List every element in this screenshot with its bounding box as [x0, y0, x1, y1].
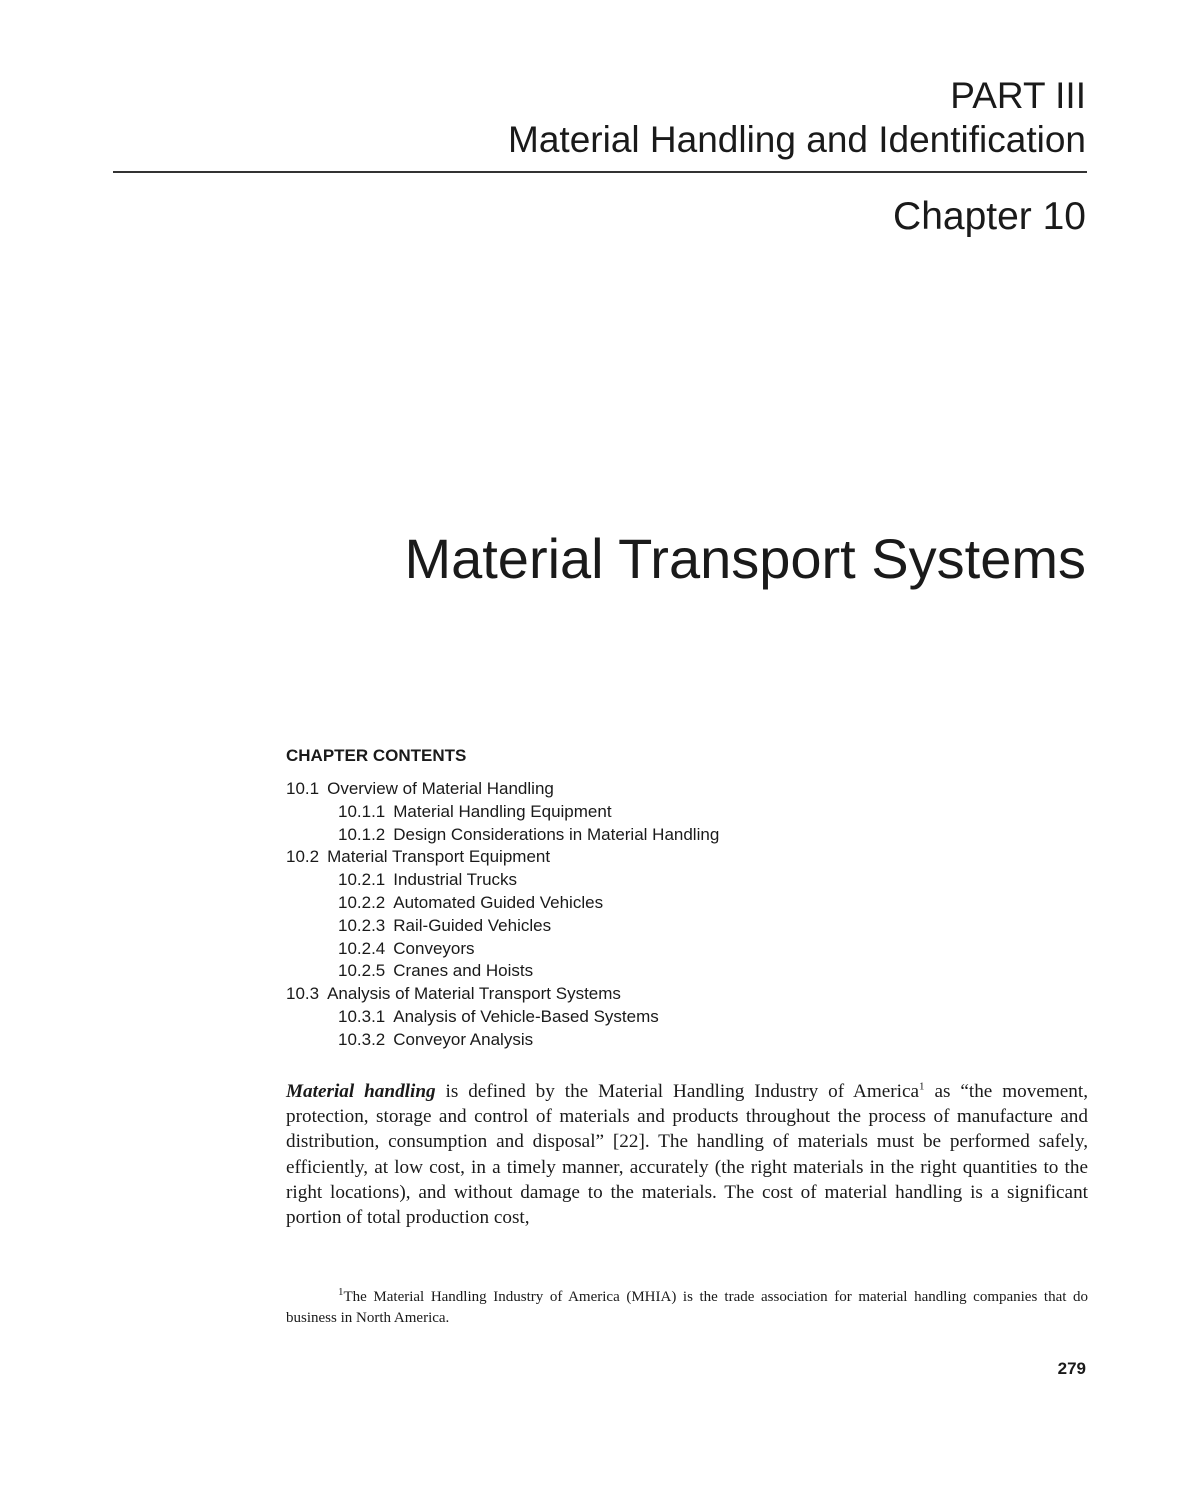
toc-item[interactable] [286, 892, 1086, 915]
toc-item-number: 10.1.2 [338, 824, 386, 844]
toc-item-number: 10.3.2 [338, 1029, 386, 1049]
toc-item-title: Conveyor Analysis [393, 1029, 534, 1049]
toc-item-title: Analysis of Vehicle-Based Systems [393, 1006, 659, 1026]
toc-item[interactable] [286, 1029, 1086, 1052]
toc-item-number: 10.1.1 [338, 801, 386, 821]
toc-item[interactable] [286, 778, 1086, 801]
toc-item-title: Material Transport Equipment [327, 847, 551, 867]
toc-item[interactable] [286, 983, 1086, 1006]
toc-item-number: 10.2.2 [338, 892, 386, 912]
chapter-label: Chapter 10 [893, 195, 1086, 238]
toc-item[interactable] [286, 869, 1086, 892]
body-text-part-2: as “the movement, protection, storage and control of materials and products throughout the process of manufacture and distribution, consumption and disposal” [22]. The handling of materials must be performed safely, efficiently, at low cost, in a timely manner, accurately (the right materials in the right quantities to the right locations), and without damage to the materials. The cost of material handling is a significant portion of total production cost, [286, 1081, 1088, 1229]
toc-item-title: Material Handling Equipment [393, 801, 612, 821]
toc-item[interactable] [286, 801, 1086, 824]
toc-item-title: Cranes and Hoists [393, 961, 534, 981]
toc-item-number: 10.1 [286, 779, 320, 798]
toc-item-title: Automated Guided Vehicles [393, 892, 604, 912]
toc-item-number: 10.2.5 [338, 961, 386, 981]
toc-item-number: 10.2.3 [338, 915, 386, 935]
header-divider [113, 171, 1087, 173]
toc-item-number: 10.2 [286, 847, 320, 867]
page-number: 279 [1057, 1359, 1086, 1378]
footnote [286, 1287, 1088, 1329]
toc-item-title: Conveyors [393, 938, 475, 958]
part-title: Material Handling and Identification [508, 119, 1086, 160]
body-paragraph [286, 1079, 1088, 1230]
chapter-contents [286, 744, 1086, 1052]
toc-item-title: Industrial Trucks [393, 870, 518, 890]
toc-item-number: 10.3 [286, 984, 320, 1004]
toc-item-number: 10.3.1 [338, 1006, 386, 1026]
toc-item-number: 10.2.4 [338, 938, 386, 958]
chapter-title: Material Transport Systems [404, 527, 1086, 590]
toc-item-number: 10.2.1 [338, 870, 386, 890]
toc-item-title: Overview of Material Handling [327, 779, 554, 798]
part-header [508, 74, 1086, 162]
toc-item[interactable] [286, 1006, 1086, 1029]
toc-item-title: Rail-Guided Vehicles [393, 915, 552, 935]
part-label: PART III [950, 75, 1086, 116]
toc-item[interactable] [286, 846, 1086, 869]
defined-term: Material handling [286, 1081, 436, 1102]
toc-item[interactable] [286, 915, 1086, 938]
toc-item[interactable] [286, 824, 1086, 847]
footnote-reference[interactable]: 1 [919, 1080, 925, 1093]
contents-heading: CHAPTER CONTENTS [286, 746, 467, 765]
toc-item[interactable] [286, 938, 1086, 961]
footnote-marker: 1 [338, 1286, 344, 1298]
toc-item-title: Design Considerations in Material Handling [393, 824, 720, 844]
toc-item[interactable] [286, 960, 1086, 983]
footnote-text: The Material Handling Industry of America (MHIA) is the trade association for material handling companies that do business in North America. [286, 1289, 1088, 1326]
toc-item-title: Analysis of Material Transport Systems [327, 984, 621, 1004]
body-text-part-1: is defined by the Material Handling Industry of America [435, 1081, 920, 1102]
toc-list [286, 778, 1086, 1052]
